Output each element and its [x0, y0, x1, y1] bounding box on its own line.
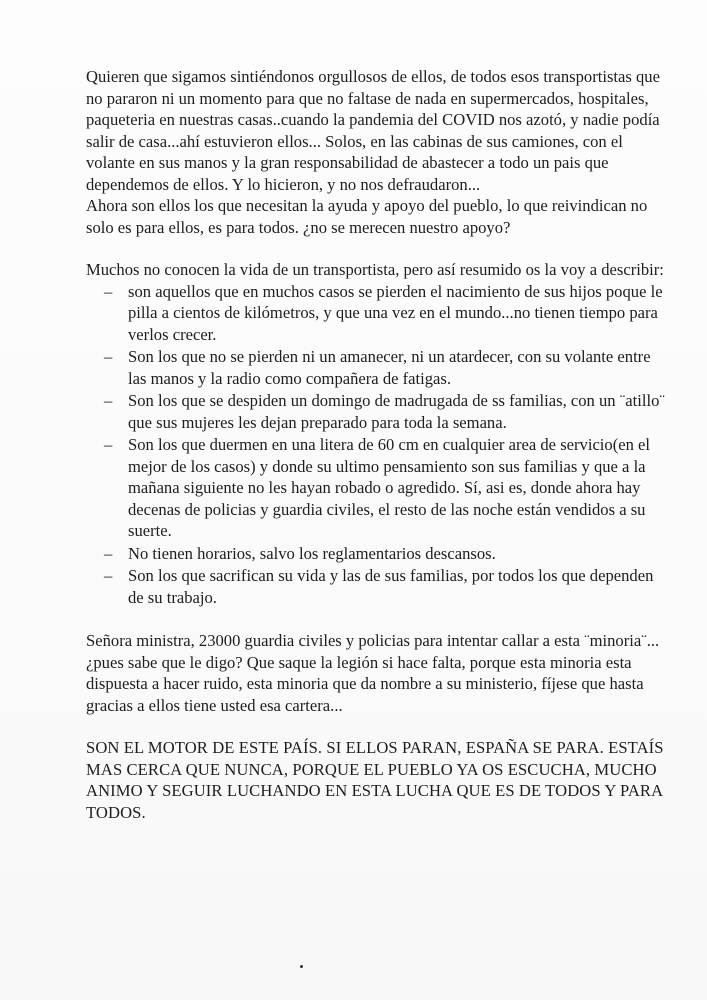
list-item-text: No tienen horarios, salvo los reglamentarios descansos. [128, 543, 496, 563]
list-item [86, 565, 666, 608]
bullet-dash: – [104, 543, 113, 563]
list-item [86, 281, 666, 346]
list-item-text: Son los que no se pierden ni un amanecer, ni un atardecer, con su volante entre las manos y la radio como compañera de fatigas. [128, 347, 651, 388]
minister-paragraph: Señora ministra, 23000 guardia civiles y policias para intentar callar a esta ¨minoria¨... ¿pues sabe que le digo? Que saque la legión si hace falta, porque esta minoria esta dispuesta a hacer ruido, esta minoria que da nombre a su ministerio, fíjese que hasta gracias a ellos tiene usted esa cartera... [86, 631, 660, 715]
scan-speck [300, 965, 303, 968]
list-item-text: son aquellos que en muchos casos se pierden el nacimiento de sus hijos poque le pilla a cientos de kilómetros, y que una vez en el mundo...no tienen tiempo para verlos crecer. [128, 281, 663, 344]
letter-body [86, 66, 666, 823]
bullet-dash: – [104, 347, 113, 366]
lead-paragraph: Muchos no conocen la vida de un transportista, pero así resumido os la voy a describir: [86, 260, 664, 279]
list-item-text: Son los que sacrifican su vida y las de sus familias, por todos los que dependen de su trabajo. [128, 566, 654, 607]
list-item-text: Son los que se despiden un domingo de madrugada de ss familias, con un ¨atillo¨ que sus mujeres les dejan preparado para toda la semana. [128, 391, 665, 432]
bullet-dash: – [104, 435, 113, 454]
spacer [86, 716, 666, 737]
list-item [86, 434, 666, 542]
bullet-dash: – [104, 566, 113, 585]
list-item [86, 543, 666, 565]
bullet-dash: – [104, 391, 113, 410]
spacer [86, 609, 666, 630]
closing-paragraph: SON EL MOTOR DE ESTE PAÍS. SI ELLOS PARAN, ESPAÑA SE PARA. ESTAÍS MAS CERCA QUE NUNCA, PORQUE EL PUEBLO YA OS ESCUCHA, MUCHO ANIMO Y SEGUIR LUCHANDO EN ESTA LUCHA QUE ES DE TODOS Y PARA TODOS. [86, 738, 664, 822]
list-item [86, 346, 666, 389]
list-item-text: Son los que duermen en una litera de 60 cm en cualquier area de servicio(en el mejor de los casos) y donde su ultimo pensamiento son sus familias y que a la mañana siguiente no les hayan robado o agredido. Sí, asi es, donde ahora hay decenas de policias y guardia civiles, el resto de las noche están vendidos a su suerte. [128, 435, 651, 540]
bullet-list [86, 281, 666, 609]
spacer [86, 238, 666, 259]
support-paragraph: Ahora son ellos los que necesitan la ayuda y apoyo del pueblo, lo que reivindican no solo es para ellos, es para todos. ¿no se merecen nuestro apoyo? [86, 196, 648, 237]
bullet-dash: – [104, 281, 113, 301]
list-item [86, 390, 666, 433]
intro-paragraph: Quieren que sigamos sintiéndonos orgullosos de ellos, de todos esos transportistas que no pararon ni un momento para que no faltase de nada en supermercados, hospitales, paqueteria en nuestras casas..cuando la pandemia del COVID nos azotó, y nadie podía salir de casa...ahí estuvieron ellos... Solos, en las cabinas de sus camiones, con el volante en sus manos y la gran responsabilidad de abastecer a todo un pais que dependemos de ellos. Y lo hicieron, y no nos defraudaron... [86, 67, 660, 194]
